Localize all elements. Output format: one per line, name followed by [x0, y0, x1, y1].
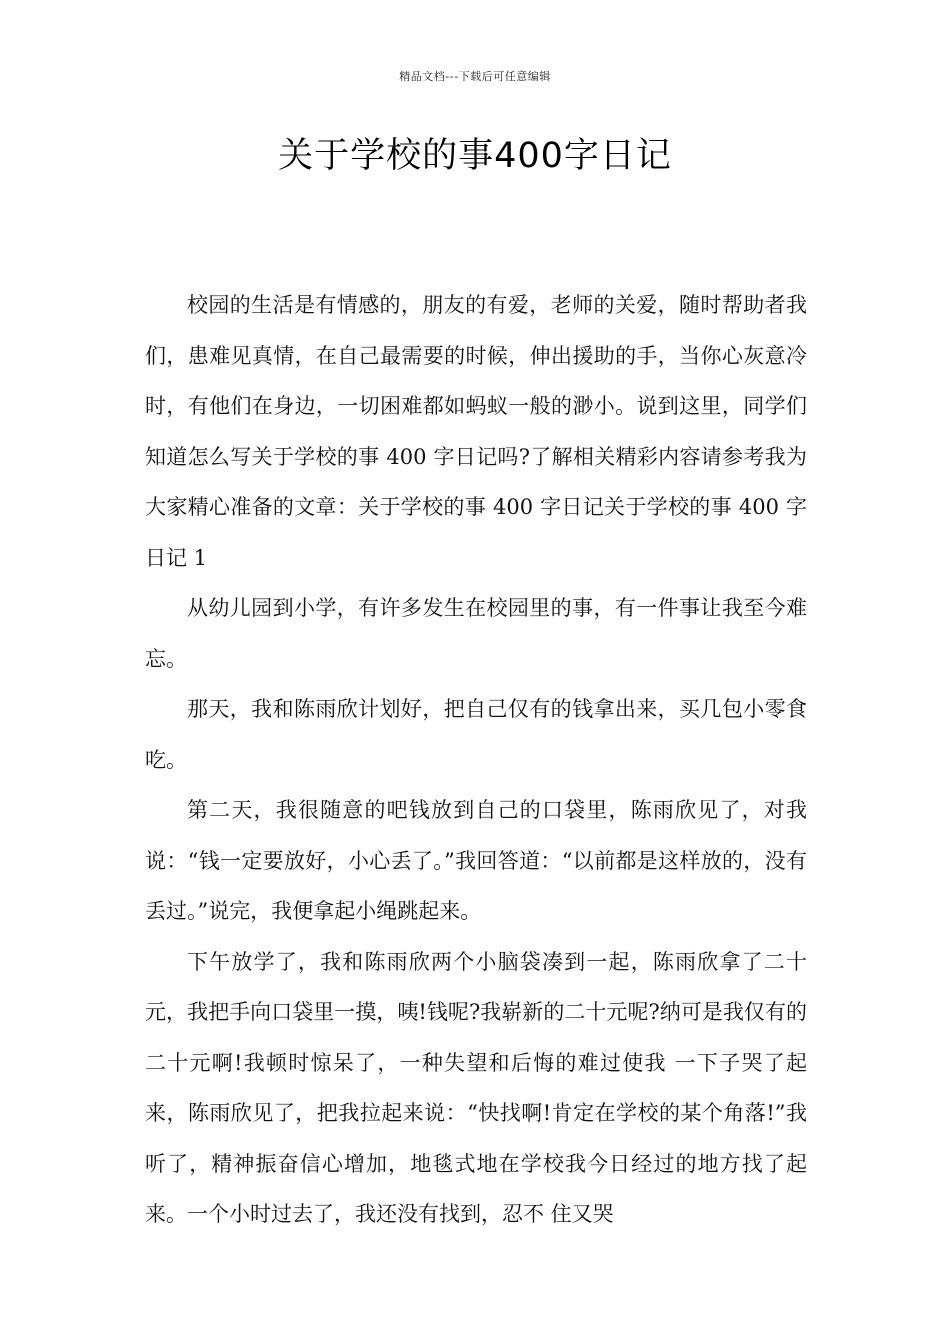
paragraph: 从幼儿园到小学，有许多发生在校园里的事，有一件事让我至今难忘。	[145, 596, 807, 671]
header-note: 精品文档---下载后可任意编辑	[399, 70, 551, 83]
paragraph: 那天，我和陈雨欣计划好，把自己仅有的钱拿出来，买几包小零食吃。	[145, 697, 807, 772]
paragraph: 校园的生活是有情感的，朋友的有爱，老师的关爱，随时帮助者我们，患难见真情，在自己最需要的时候，伸出援助的手，当你心灰意冷时，有他们在身边，一切困难都如蚂蚁一般的渺小。说到这里，同学们知道怎么写关于学校的事 400 字日记吗?了解相关精彩内容请参考我为大家精心准备的文章：关于学校的事 400 字日记关于学校的事 400 字日记 1	[145, 293, 807, 570]
paragraph: 第二天，我很随意的吧钱放到自己的口袋里，陈雨欣见了，对我说：“钱一定要放好，小心丢了。”我回答道：“以前都是这样放的，没有丢过。”说完，我便拿起小绳跳起来。	[145, 798, 807, 923]
document-title: 关于学校的事400字日记	[278, 136, 672, 176]
paragraph: 下午放学了，我和陈雨欣两个小脑袋凑到一起，陈雨欣拿了二十元，我把手向口袋里一摸，咦!钱呢?我崭新的二十元呢?纳可是我仅有的二十元啊!我顿时惊呆了，一种失望和后悔的难过使我 一下子哭了起来，陈雨欣见了，把我拉起来说：“快找啊!肯定在学校的某个角落!”我听了，精神振奋信心增加，地毯式地在学校我今日经过的地方找了起来。一个小时过去了，我还没有找到，忍不 住又哭	[145, 949, 807, 1226]
document-body	[145, 280, 807, 1240]
